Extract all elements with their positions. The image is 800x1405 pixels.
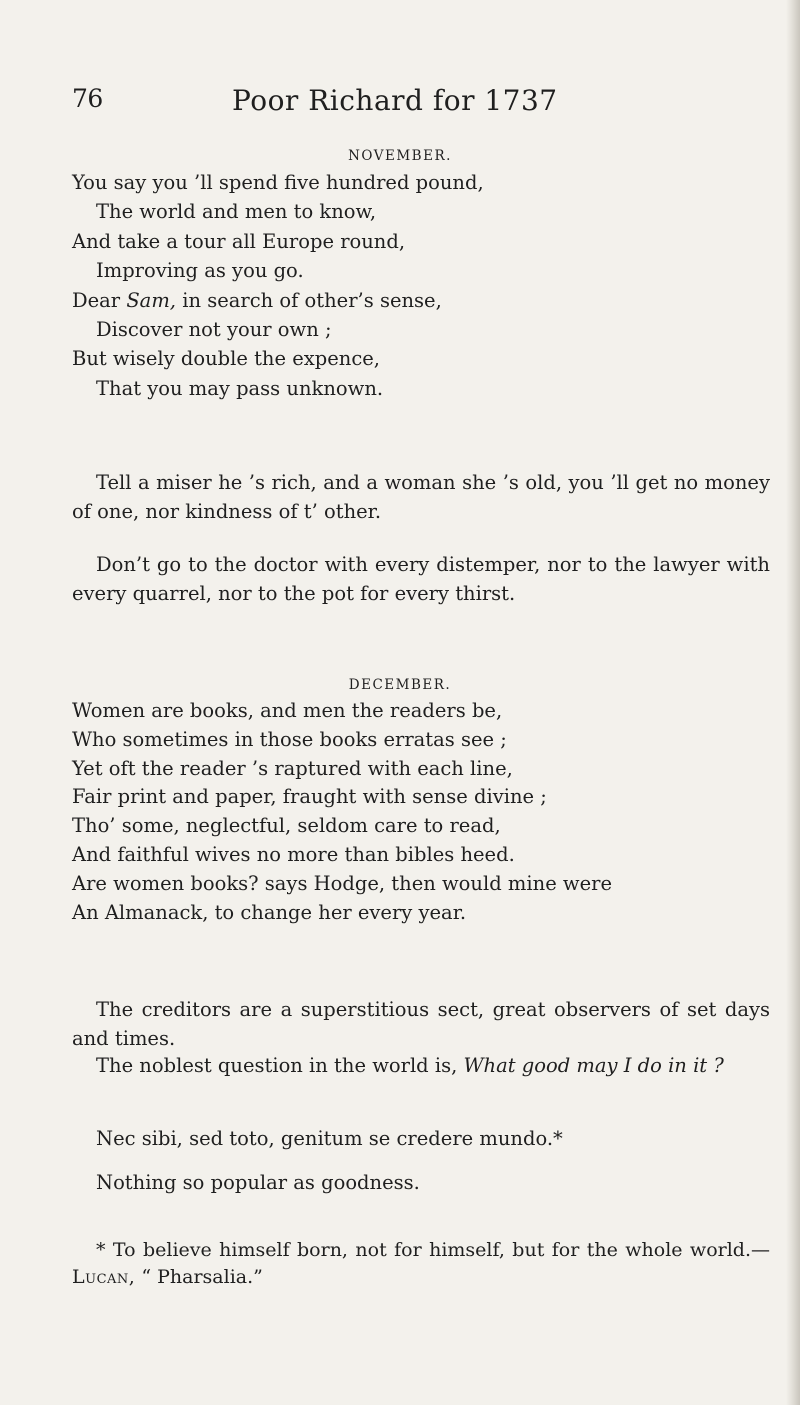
footnote-work: “ Pharsalia.”: [141, 1266, 263, 1288]
verse-line: Women are books, and men the readers be,: [72, 699, 503, 722]
page-edge-shadow: [786, 0, 800, 1405]
footnote-text: * To believe himself born, not for himself, but for the whole world.—: [96, 1239, 770, 1261]
prose-question-start: The noblest question in the world is,: [96, 1054, 458, 1077]
prose-doctor: Don’t go to the doctor with every distemper, nor to the lawyer with every quarrel, nor to the pot for every thirst.: [72, 553, 770, 606]
verse-line: But wisely double the expence,: [72, 347, 381, 371]
verse-line: Tho’ some, neglectful, seldom care to read,: [72, 814, 501, 838]
december-verse: [72, 697, 612, 927]
verse-line: And take a tour all Europe round,: [72, 229, 406, 253]
running-title: Poor Richard for 1737: [232, 84, 558, 117]
prose-question-italic: What good may I do in it ?: [463, 1054, 724, 1077]
verse-line: The world and men to know,: [96, 200, 377, 224]
prose-miser: Tell a miser he ’s rich, and a woman she ’s old, you ’ll get no money of one, nor kindness of t’ other.: [72, 471, 770, 524]
verse-line-rest: in search of other’s sense,: [182, 288, 442, 312]
prose-goodness: Nothing so popular as goodness.: [96, 1171, 420, 1194]
verse-line: An Almanack, to change her every year.: [72, 900, 467, 924]
verse-prefix: Dear: [72, 288, 121, 312]
verse-line: [72, 286, 484, 315]
verse-line: That you may pass unknown.: [96, 376, 384, 400]
verse-line: Yet oft the reader ’s raptured with each line,: [72, 756, 513, 780]
verse-line: Are women books? says Hodge, then would mine were: [72, 871, 613, 895]
verse-line: Improving as you go.: [96, 259, 304, 283]
footnote: [72, 1237, 770, 1291]
page-header: [0, 84, 800, 124]
verse-name-italic: Sam,: [126, 288, 177, 312]
page-number: 76: [72, 84, 103, 113]
prose-creditors: The creditors are a superstitious sect, great observers of set days and times.: [72, 998, 770, 1051]
prose-noblest-question: [72, 1051, 770, 1080]
november-heading: NOVEMBER.: [348, 148, 452, 164]
november-verse: [72, 168, 484, 403]
latin-quote: Nec sibi, sed toto, genitum se credere mundo.*: [96, 1127, 563, 1150]
verse-line: Discover not your own ;: [96, 317, 332, 341]
december-heading: DECEMBER.: [348, 677, 452, 693]
verse-line: And faithful wives no more than bibles heed.: [72, 842, 515, 866]
verse-line: You say you ’ll spend five hundred pound,: [72, 171, 484, 194]
footnote-author: Lucan,: [72, 1266, 136, 1288]
verse-line: Fair print and paper, fraught with sense divine ;: [72, 785, 547, 809]
verse-line: Who sometimes in those books erratas see ;: [72, 727, 507, 751]
